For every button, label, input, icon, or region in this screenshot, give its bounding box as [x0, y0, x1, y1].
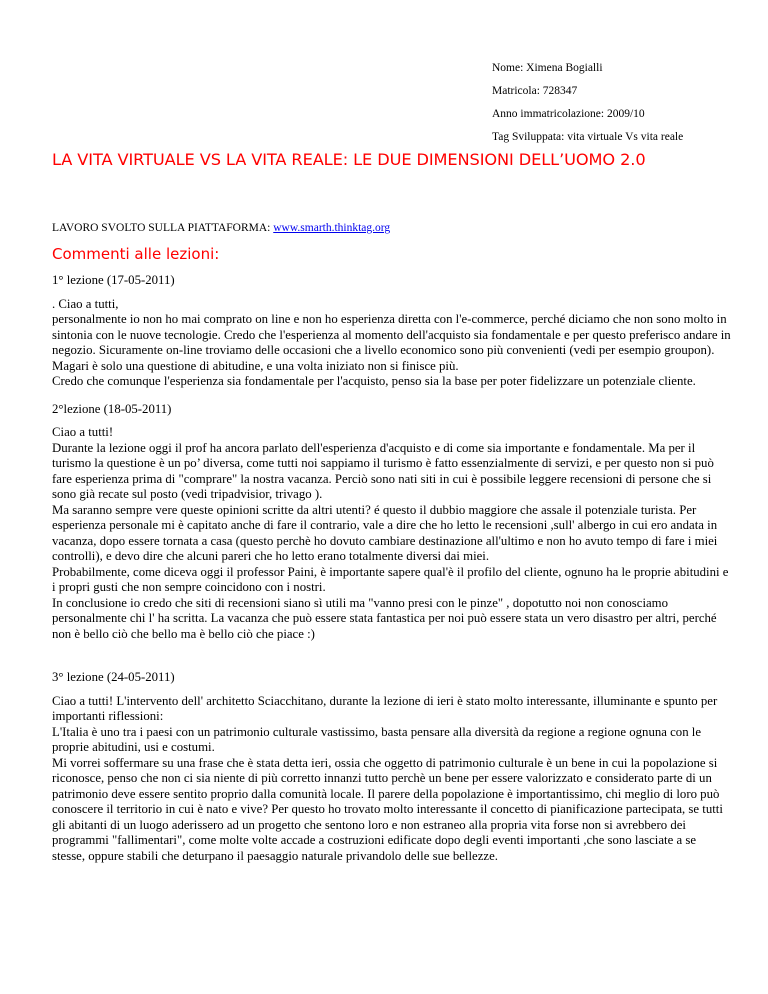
- student-enrollment-year: Anno immatricolazione: 2009/10: [492, 108, 645, 120]
- lesson-3: [52, 670, 732, 864]
- lesson-paragraph: Ciao a tutti! L'intervento dell' architetto Sciacchitano, durante la lezione di ieri è stato molto interessante, illuminante e spunto per importanti riflessioni:: [52, 693, 718, 723]
- lessons-body: [52, 273, 732, 864]
- lesson-paragraph: Probabilmente, come diceva oggi il professor Paini, è importante sapere qual'è il profilo del cliente, ognuno ha le proprie abitudini e i propri gusti che non sempre coincidono con i nostri.: [52, 564, 729, 594]
- student-info: [492, 57, 683, 149]
- lesson-paragraph: In conclusione io credo che siti di recensioni siano sì utili ma "vanno presi con le pinze" , dopotutto noi non conosciamo personalmente chi l' ha scritta. La vacanza che può essere stata fantastica per noi può essere stata un vero disastro per altri, perché non è bello ciò che bello ma è bello ciò che piace :): [52, 595, 717, 641]
- lesson-paragraph: Ma saranno sempre vere queste opinioni scritte da altri utenti? é questo il dubbio maggiore che assale il potenziale turista. Per esperienza personale mi è capitato anche di fare il contrario, vale a dire che ho letto le recensioni ,sull' albergo in cui ero andata in vacanza, dopo essere tornata a casa (questo perchè ho dovuto cambiare destinazione all'ultimo e non ho avuto tempo di fare i miei controlli), e devo dire che alcuni pareri che ho letto erano totalmente diversi dai miei.: [52, 502, 718, 563]
- lesson-gap: [52, 390, 732, 402]
- lesson-title: 1° lezione (17-05-2011): [52, 273, 175, 287]
- lesson-paragraph: Ciao a tutti!: [52, 425, 114, 439]
- lesson-paragraph: Mi vorrei soffermare su una frase che è stata detta ieri, ossia che oggetto di patrimonio culturale è un bene in cui la popolazione si riconosce, penso che non ci sia niente di più corretto innanzi tutto perchè un bene per essere valorizzato e considerato parte di un patrimonio deve essere sentito proprio dalla comunità locale. Il parere della popolazione è importantissimo, chi meglio di loro può conoscere il territorio in cui è nato e vive? Per questo ho trovato molto interessante il concetto di pianificazione partecipata, se tutti gli abitanti di un luogo aderissero ad un progetto che sentono loro e non estraneo alla propria vita forse non si avrebbero dei programmi "fallimentari", come molte volte accade a costruzioni edificate dopo degli eventi importanti ,che sono lasciate a se stesse, oppure stabili che deturpano il paesaggio naturale privandolo delle sue bellezze.: [52, 755, 723, 863]
- lesson-title: 2°lezione (18-05-2011): [52, 401, 172, 416]
- platform-label: LAVORO SVOLTO SULLA PIATTAFORMA:: [52, 222, 274, 234]
- section-heading: Commenti alle lezioni:: [52, 245, 220, 263]
- lesson-paragraph: Durante la lezione oggi il prof ha ancora parlato dell'esperienza d'acquisto e di come sia importante e fondamentale. Ma per il turismo la questione è un po’ diversa, come tutti noi sappiamo il turismo è fatto essenzialmente di servizi, e per questo non si può fare esperienza prima di "comprare" la nostra vacanza. Perciò sono nati siti in cui è possibile leggere recensioni di persone che si sono già recate sul posto (vedi tripadvisior, trivago ).: [52, 440, 714, 501]
- student-tag: Tag Sviluppata: vita virtuale Vs vita reale: [492, 131, 684, 143]
- lesson-paragraph: . Ciao a tutti,: [52, 296, 119, 311]
- document-title: LA VITA VIRTUALE VS LA VITA REALE: LE DUE DIMENSIONI DELL’UOMO 2.0: [52, 150, 646, 169]
- lesson-paragraph: personalmente io non ho mai comprato on line e non ho esperienza diretta con l'e-commerce, perché diciamo che non sono molto in sintonia con le nuove tecnologie. Credo che l'esperienza al momento dell'acquisto sia fondamentale e per questo preferisco andare in negozio. Sicuramente on-line troviamo delle occasioni che a livello economico sono più convenienti (vedi per esempio groupon). Magari è solo una questione di abitudine, e una volta iniziato non si finisce più.: [52, 312, 731, 373]
- platform-line: [52, 222, 390, 234]
- lesson-gap: [52, 642, 732, 670]
- platform-link[interactable]: www.smarth.thinktag.org: [273, 222, 391, 234]
- lesson-paragraph: Credo che comunque l'esperienza sia fondamentale per l'acquisto, penso sia la base per poter fidelizzare un potenziale cliente.: [52, 374, 696, 388]
- lesson-title: 3° lezione (24-05-2011): [52, 670, 175, 684]
- lesson-paragraph: L'Italia è uno tra i paesi con un patrimonio culturale vastissimo, basta pensare alla diversità da regione a regione ognuna con le proprie abitudini, usi e costumi.: [52, 724, 702, 754]
- lesson-1: [52, 273, 732, 390]
- student-name: Nome: Ximena Bogialli: [492, 62, 603, 74]
- lesson-2: [52, 402, 732, 643]
- student-matricola: Matricola: 728347: [492, 85, 578, 97]
